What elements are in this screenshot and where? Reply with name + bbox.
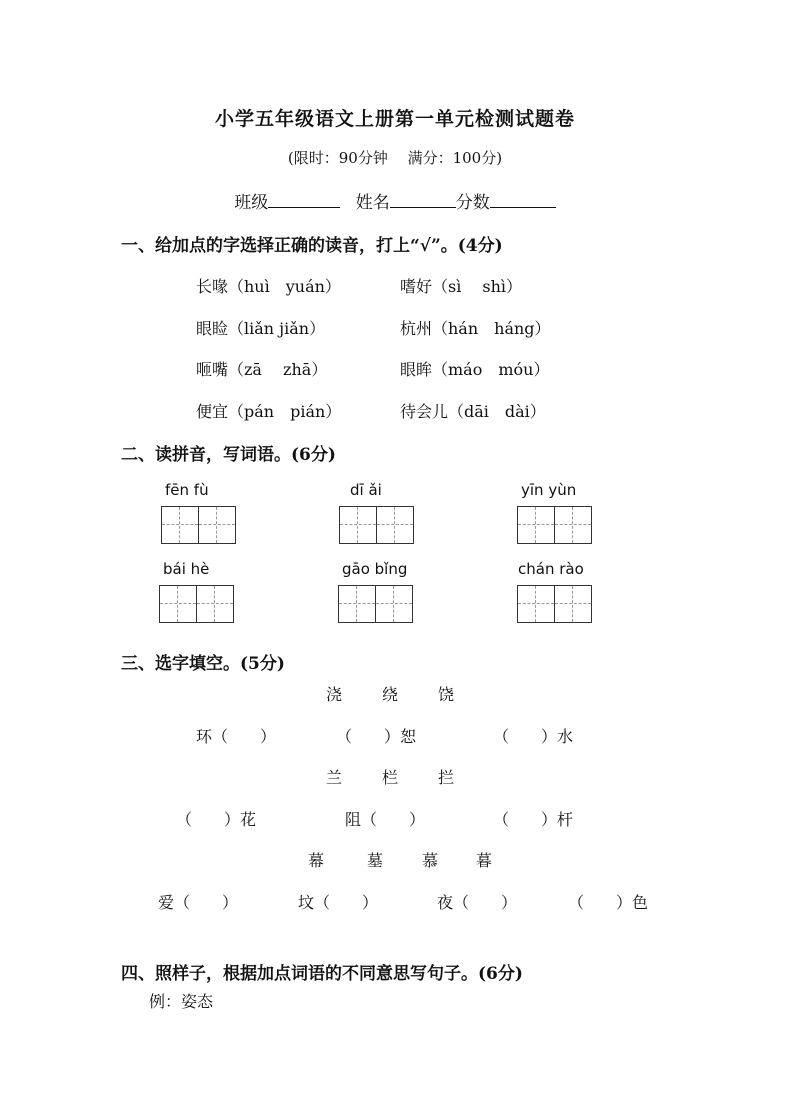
char-option: 暮 [476,851,493,870]
student-info-line [0,188,790,213]
fill-blank[interactable]: （ ）色 [568,893,649,912]
score-field[interactable] [490,191,556,208]
writing-grid[interactable] [338,585,413,623]
writing-grid[interactable] [517,585,592,623]
pronunciation-item: 待会儿（dāi dài） [400,402,546,421]
char-option: 浇 [326,685,343,704]
char-option: 饶 [438,685,455,704]
pronunciation-item: 嗜好（sì shì） [400,277,523,296]
section-1-heading: 一、给加点的字选择正确的读音，打上“√”。(4分) [121,236,503,256]
char-option: 拦 [438,768,455,787]
section-2-heading: 二、读拼音，写词语。(6分) [121,445,336,465]
score-label: 分数 [455,193,490,213]
fill-blank[interactable]: 爱（ ） [158,893,239,912]
pronunciation-item: 杭州（hán háng） [400,319,551,338]
fill-blank[interactable]: （ ）杆 [493,810,574,829]
char-option: 绕 [382,685,399,704]
example-label: 例：姿态 [149,992,214,1011]
fill-blank[interactable]: （ ）恕 [336,727,417,746]
fill-blank[interactable]: 坟（ ） [298,893,379,912]
writing-grid[interactable] [339,506,414,544]
char-option: 慕 [422,851,439,870]
pronunciation-item: 眼眸（máo móu） [400,360,550,379]
pinyin-label: yīn yùn [521,481,577,499]
pronunciation-item: 咂嘴（zā zhā） [196,360,328,379]
time-score-info: (限时：90分钟 满分：100分) [287,149,503,167]
fill-blank[interactable]: 夜（ ） [437,893,518,912]
fill-blank[interactable]: （ ）水 [493,727,574,746]
char-option: 墓 [367,851,384,870]
pinyin-label: bái hè [163,560,210,578]
section-4-heading: 四、照样子，根据加点词语的不同意思写句子。(6分) [121,964,523,984]
name-label: 姓名 [355,193,390,213]
pronunciation-item: 便宜（pán pián） [196,402,342,421]
fill-blank[interactable]: 阻（ ） [345,810,426,829]
char-option: 幕 [308,851,325,870]
class-field[interactable] [268,191,340,208]
page-title: 小学五年级语文上册第一单元检测试题卷 [214,108,575,130]
writing-grid[interactable] [159,585,234,623]
char-option: 兰 [326,768,343,787]
pinyin-label: fēn fù [165,481,209,499]
fill-blank[interactable]: （ ）花 [176,810,257,829]
pinyin-label: dī ǎi [350,481,382,499]
section-3-heading: 三、选字填空。(5分) [121,654,285,674]
pronunciation-item: 长喙（huì yuán） [196,277,341,296]
writing-grid[interactable] [517,506,592,544]
name-field[interactable] [390,191,456,208]
writing-grid[interactable] [161,506,236,544]
pinyin-label: chán rào [518,560,584,578]
class-label: 班级 [234,193,269,213]
fill-blank[interactable]: 环（ ） [196,727,277,746]
pronunciation-item: 眼睑（liǎn jiǎn） [196,319,326,338]
pinyin-label: gāo bǐng [342,560,408,578]
char-option: 栏 [382,768,399,787]
